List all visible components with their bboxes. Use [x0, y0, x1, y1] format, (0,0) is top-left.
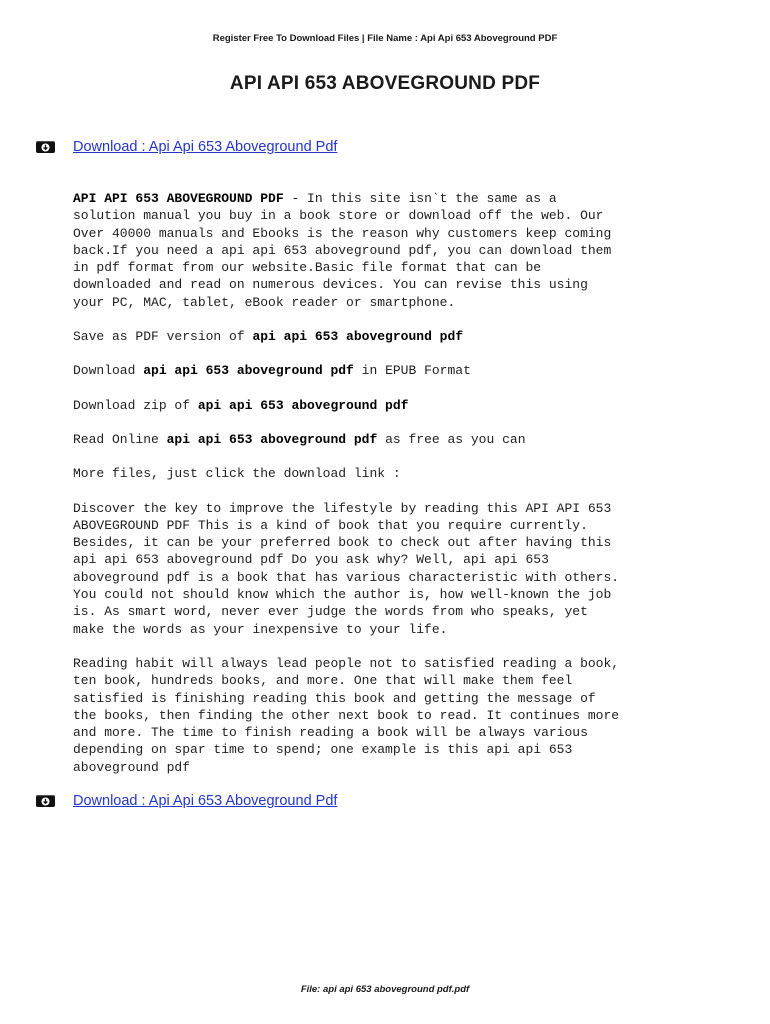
zip-line — [73, 397, 743, 414]
save-pdf-title: api api 653 aboveground pdf — [252, 329, 464, 345]
discover-line: aboveground pdf is a book that has various characteristic with others. — [73, 569, 620, 585]
discover-line: make the words as your inexpensive to your life. — [73, 621, 448, 637]
download-row-top[interactable] — [36, 137, 337, 157]
download-link-top[interactable]: Download : Api Api 653 Aboveground Pdf — [73, 139, 338, 155]
intro-line: Over 40000 manuals and Ebooks is the reason why customers keep coming — [73, 225, 612, 241]
download-row-bottom[interactable] — [36, 791, 337, 811]
page-header: Register Free To Download Files | File Name : Api Api 653 Aboveground PDF — [212, 33, 558, 44]
page-footer: File: api api 653 aboveground pdf.pdf — [300, 984, 470, 995]
intro-line: back.If you need a api api 653 aboveground pdf, you can download them — [73, 242, 612, 258]
discover-line: ABOVEGROUND PDF This is a kind of book that you require currently. — [73, 517, 588, 533]
read-online-suffix: as free as you can — [377, 431, 526, 447]
intro-line: your PC, MAC, tablet, eBook reader or smartphone. — [73, 294, 456, 310]
discover-line: You could not should know which the author is, how well-known the job — [73, 587, 612, 603]
download-link-bottom[interactable]: Download : Api Api 653 Aboveground Pdf — [73, 793, 338, 809]
reading-line: and more. The time to finish reading a book will be always various — [73, 725, 588, 741]
reading-line: aboveground pdf — [73, 759, 191, 775]
intro-paragraph — [73, 190, 743, 311]
intro-line: solution manual you buy in a book store or download off the web. Our — [73, 208, 604, 224]
read-online-text: Read Online — [73, 431, 167, 447]
epub-line — [73, 362, 743, 379]
page-title: API API 653 ABOVEGROUND PDF — [229, 73, 541, 94]
read-online-line — [73, 431, 743, 448]
discover-line: is. As smart word, never ever judge the words from who speaks, yet — [73, 604, 588, 620]
zip-title: api api 653 aboveground pdf — [197, 397, 409, 413]
discover-line: Besides, it can be your preferred book to check out after having this — [73, 535, 612, 551]
reading-line: depending on spar time to spend; one example is this api api 653 — [73, 742, 573, 758]
reading-line: Reading habit will always lead people not to satisfied reading a book, — [73, 655, 620, 671]
discover-paragraph — [73, 500, 743, 638]
zip-text: Download zip of — [73, 397, 198, 413]
epub-title: api api 653 aboveground pdf — [143, 363, 354, 379]
intro-line: - In this site isn`t the same as a — [283, 191, 557, 206]
save-pdf-text: Save as PDF version of — [73, 329, 253, 345]
more-files-line: More files, just click the download link : — [73, 466, 401, 482]
intro-line: in pdf format from our website.Basic file format that can be — [73, 260, 542, 276]
reading-paragraph — [73, 655, 743, 776]
reading-line: satisfied is finishing reading this book and getting the message of — [73, 690, 596, 706]
epub-format-text: in EPUB Format — [353, 363, 471, 379]
reading-line: ten book, hundreds books, and more. One that will make them feel — [73, 673, 573, 689]
download-icon[interactable] — [36, 795, 55, 807]
intro-line: downloaded and read on numerous devices. You can revise this using — [73, 277, 588, 293]
document-body — [73, 190, 743, 793]
intro-bold-title: API API 653 ABOVEGROUND PDF — [73, 191, 284, 206]
reading-line: the books, then finding the other next book to read. It continues more — [73, 707, 620, 723]
save-pdf-line — [73, 328, 743, 345]
discover-line: api api 653 aboveground pdf Do you ask why? Well, api api 653 — [73, 552, 549, 568]
download-icon[interactable] — [36, 141, 55, 153]
epub-text: Download — [73, 363, 144, 379]
read-online-title: api api 653 aboveground pdf — [166, 431, 378, 447]
discover-line: Discover the key to improve the lifestyle by reading this API API 653 — [73, 500, 612, 516]
